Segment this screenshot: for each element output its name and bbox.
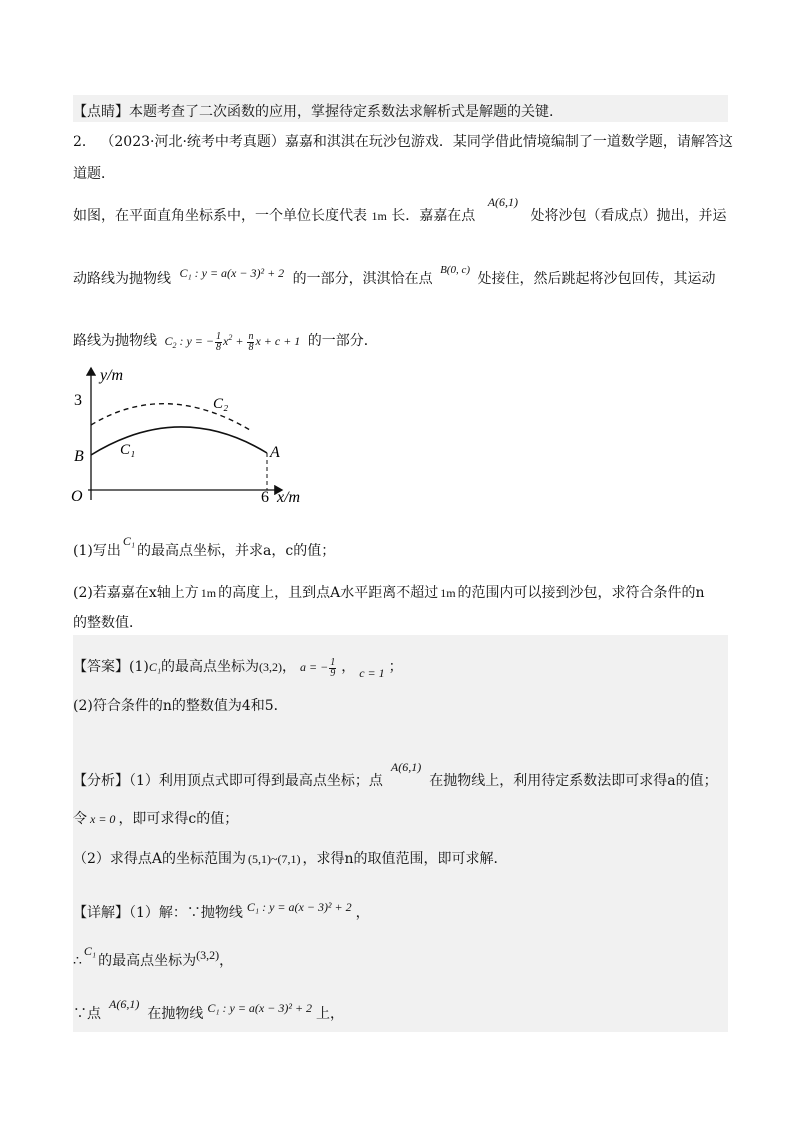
analysis-line-2 xyxy=(73,808,238,828)
analysis-l2-b: ，即可求得c的值； xyxy=(118,811,239,827)
analysis-range: (5,1)~(7,1) xyxy=(248,852,301,866)
question-p1-b: 长．嘉嘉在点 xyxy=(391,208,476,224)
part2-c: 的范围内可以接到沙包，求符合条件的n xyxy=(457,585,705,601)
detail-l3-a: ∵点 xyxy=(73,1006,101,1022)
question-p3-a: 路线为抛物线 xyxy=(73,333,157,349)
part2-unit-1: 1m xyxy=(200,586,217,600)
question-p2-c: 处接住，然后跳起将沙包回传，其运动 xyxy=(477,271,716,287)
tip-line xyxy=(73,101,553,121)
part1-a: (1)写出 xyxy=(73,543,121,559)
parabola-graph xyxy=(70,360,320,510)
curve-C1-label: C₁ xyxy=(120,442,136,458)
detail-c1: C₁ xyxy=(83,944,97,958)
question-source: （2023·河北·统考中考真题） xyxy=(100,134,285,150)
question-p3-b: 的一部分． xyxy=(307,333,378,349)
question-p2-b: 的一部分，淇淇恰在点 xyxy=(292,271,433,287)
detail-line-1 xyxy=(73,902,370,922)
point-A: A xyxy=(270,444,280,461)
analysis-point-A: A(6,1) xyxy=(390,760,422,774)
analysis-line-3 xyxy=(73,848,508,868)
question-line-5 xyxy=(73,330,378,353)
formula-C1: C₁ : y = a(x − 3)² + 2 xyxy=(179,266,285,280)
point-A-label: A(6,1) xyxy=(487,195,519,209)
analysis-l2-a: 令 xyxy=(73,811,87,827)
answer-c1: C₁ xyxy=(148,660,162,674)
analysis-l1-b: 在抛物线上，利用待定系数法即可求得a的值； xyxy=(429,773,718,789)
detail-l3-b: 在抛物线 xyxy=(147,1006,204,1022)
tip-label: 【点睛】 xyxy=(73,104,129,120)
detail-formula-2: C₁ : y = a(x − 3)² + 2 xyxy=(207,1001,313,1015)
detail-l1-a: （1）解：∵抛物线 xyxy=(129,905,243,921)
analysis-label: 【分析】 xyxy=(73,773,129,789)
tick-3-label: 3 xyxy=(74,392,82,409)
question-line-4 xyxy=(73,264,716,288)
question-p1-a: 如图，在平面直角坐标系中，一个单位长度代表 xyxy=(73,208,367,224)
part2-b: 的高度上，且到点A水平距离不超过 xyxy=(218,585,439,601)
unit-1m: 1m xyxy=(371,209,387,223)
question-line-3 xyxy=(73,195,727,225)
answer-end: ； xyxy=(388,659,403,675)
x-axis-label: x/m xyxy=(277,489,301,506)
question-line-1 xyxy=(73,131,733,151)
question-number: 2． xyxy=(73,134,96,150)
origin-label: O xyxy=(71,488,83,505)
detail-l2-a: ∴ xyxy=(73,953,82,969)
question-intro-2: 道题． xyxy=(73,166,115,182)
analysis-l2-expr: x = 0 xyxy=(90,812,116,826)
curve-C1-path xyxy=(91,427,267,455)
part2-line-1 xyxy=(73,582,705,602)
part2-unit-2: 1m xyxy=(440,586,456,600)
answer-sep: ， xyxy=(282,659,297,675)
part2-d: 的整数值． xyxy=(73,615,143,631)
curve-C2-label: C₂ xyxy=(213,396,229,412)
answer-a1-text: 的最高点坐标为 xyxy=(161,659,260,675)
analysis-l3-b: ，求得n的取值范围，即可求解． xyxy=(302,851,508,867)
tip-text: 本题考查了二次函数的应用，掌握待定系数法求解析式是解题的关键. xyxy=(129,104,554,120)
detail-l1-b: ， xyxy=(355,905,370,921)
detail-formula-1: C₁ : y = a(x − 3)² + 2 xyxy=(246,900,352,914)
part1-line xyxy=(73,534,336,560)
formula-C2: $C_2$ : y = − $\frac{1}{8}$ $x^2$ + $\frac{n}{8}$ x + c + 1 xyxy=(164,330,301,353)
analysis-l3-a: （2）求得点A的坐标范围为 xyxy=(73,851,247,867)
question-line-2 xyxy=(73,163,115,183)
part2-line-2 xyxy=(73,612,143,632)
answer-line-2 xyxy=(73,695,288,715)
answer-vertex: (3,2) xyxy=(259,660,283,674)
point-B: B xyxy=(74,448,84,465)
detail-label: 【详解】 xyxy=(73,905,129,921)
detail-l3-c: 上， xyxy=(316,1006,345,1022)
part1-c1: C₁ xyxy=(122,534,136,548)
detail-vertex: (3,2) xyxy=(196,948,220,962)
answer-label: 【答案】 xyxy=(73,659,129,675)
answer-a1-prefix: (1) xyxy=(129,659,149,675)
answer-c-value: c = 1 xyxy=(359,666,385,680)
detail-l2-b: 的最高点坐标为 xyxy=(98,953,197,969)
detail-line-3 xyxy=(73,997,345,1023)
answer-line-1: 【答案】(1)C₁的最高点坐标为(3,2)， a = − $\frac{1}{9}$ ， c = 1 ； xyxy=(73,656,403,680)
detail-l2-c: ， xyxy=(219,953,234,969)
answer-a-value: a = − $\frac{1}{9}$ xyxy=(300,656,336,679)
analysis-l1-a: （1）利用顶点式即可得到最高点坐标；点 xyxy=(129,773,383,789)
detail-point-A: A(6,1) xyxy=(109,997,140,1011)
y-axis-label: y/m xyxy=(100,367,124,384)
question-p2-a: 动路线为抛物线 xyxy=(73,271,171,287)
detail-line-2 xyxy=(73,944,234,970)
part1-b: 的最高点坐标，并求a，c的值； xyxy=(137,543,336,559)
tick-6-label: 6 xyxy=(261,489,269,506)
analysis-line-1 xyxy=(73,760,718,790)
point-B-label: B(0, c) xyxy=(440,264,471,276)
part2-a: (2)若嘉嘉在x轴上方 xyxy=(73,585,199,601)
answer-a2: (2)符合条件的n的整数值为4和5． xyxy=(73,698,288,714)
question-p1-c: 处将沙包（看成点）抛出，并运 xyxy=(530,208,727,224)
question-intro-1: 嘉嘉和淇淇在玩沙包游戏．某同学借此情境编制了一道数学题，请解答这 xyxy=(284,134,733,150)
